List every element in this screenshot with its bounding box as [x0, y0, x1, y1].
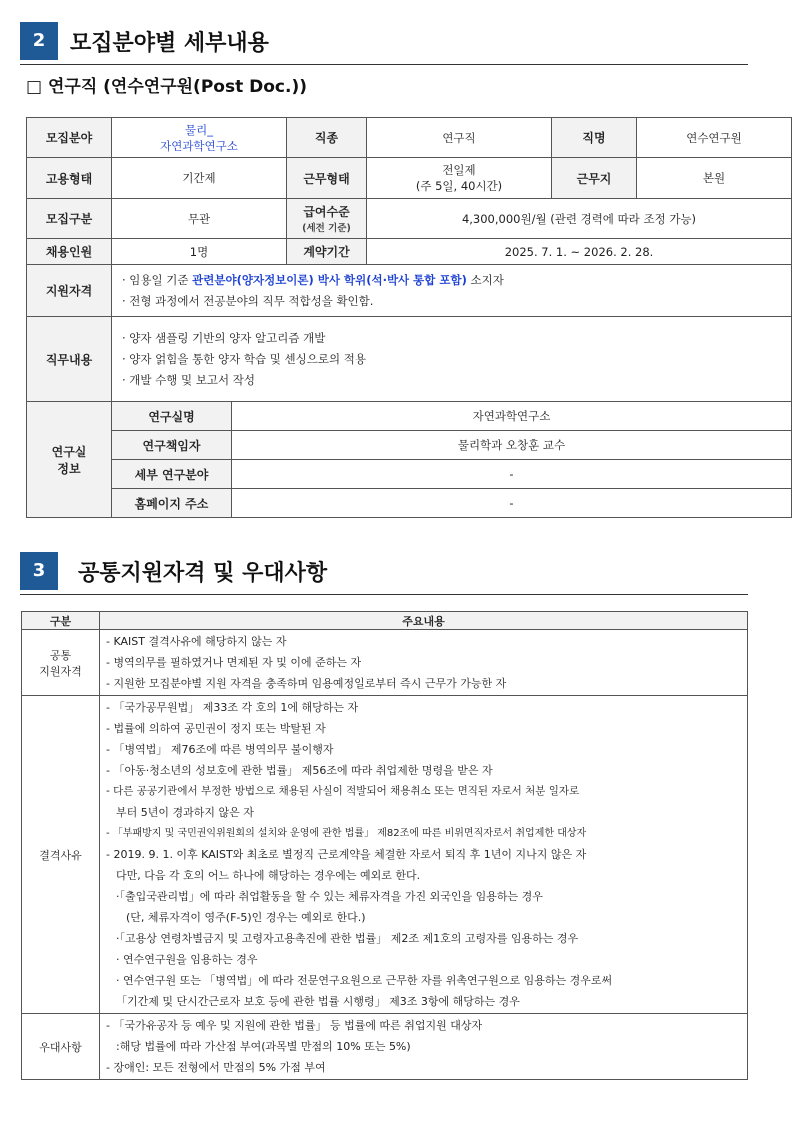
job-title-value: 연수연구원 [637, 118, 792, 158]
lab-name-value: 자연과학연구소 [232, 402, 792, 431]
table-row [27, 265, 792, 317]
list-item: - 지원한 모집분야별 지원 자격을 충족하며 임용예정일로부터 즉시 근무가 가능한 자 [106, 677, 507, 690]
list-item: ·「출입국관리법」에 따라 취업활동을 할 수 있는 체류자격을 가진 외국인을 임용하는 경우 [116, 890, 543, 903]
table-row [22, 696, 748, 1014]
list-item: 「기간제 및 단시간근로자 보호 등에 관한 법률 시행령」 제3조 3항에 해당하는 경우 [116, 995, 520, 1008]
section-2-header [20, 22, 748, 65]
list-item: 부터 5년이 경과하지 않은 자 [116, 806, 254, 819]
research-field-value: - [232, 460, 792, 489]
homepage-value: - [232, 489, 792, 518]
salary-value: 4,300,000원/월 (관련 경력에 따라 조정 가능) [367, 199, 792, 239]
section-2-title: 모집분야별 세부내용 [70, 31, 269, 56]
list-item: ·「고용상 연령차별금지 및 고령자고용촉진에 관한 법률」 제2조 제1호의 고령자를 임용하는 경우 [116, 932, 579, 945]
common-qualification-table [21, 611, 748, 1080]
preference-label: 우대사항 [22, 1014, 100, 1080]
work-form-value: 전일제 (주 5일, 40시간) [367, 158, 552, 199]
duties-label: 직무내용 [27, 317, 112, 402]
list-item: - 「병역법」 제76조에 따른 병역의무 불이행자 [106, 743, 334, 756]
table-row [27, 489, 792, 518]
lab-name-label: 연구실명 [112, 402, 232, 431]
list-item: - 2019. 9. 1. 이후 KAIST와 최초로 별정직 근로계약을 체결한 자로서 퇴직 후 1년이 지나지 않은 자 [106, 848, 587, 861]
section-2-number: 2 [20, 22, 58, 60]
headcount-value: 1명 [112, 239, 287, 265]
common-label: 공통 지원자격 [22, 630, 100, 696]
job-title-label: 직명 [552, 118, 637, 158]
list-item: · 개발 수행 및 보고서 작성 [122, 372, 256, 387]
list-item: - 다른 공공기관에서 부정한 방법으로 채용된 사실이 적발되어 채용취소 또는 면직된 자로서 처분 일자로 [106, 785, 580, 797]
recruit-field-label: 모집분야 [27, 118, 112, 158]
header-category: 구분 [22, 612, 100, 630]
section-2-subtitle: □ 연구직 (연수연구원(Post Doc.)) [26, 77, 307, 97]
table-row [27, 402, 792, 431]
table-row [27, 199, 792, 239]
list-item: - 장애인: 모든 전형에서 만점의 5% 가점 부여 [106, 1061, 326, 1074]
lab-info-label: 연구실 정보 [27, 402, 112, 518]
list-item: 다만, 다음 각 호의 어느 하나에 해당하는 경우에는 예외로 한다. [116, 869, 421, 882]
list-item: - 병역의무를 필하였거나 면제된 자 및 이에 준하는 자 [106, 656, 362, 669]
homepage-label: 홈페이지 주소 [112, 489, 232, 518]
disqualification-content [100, 696, 748, 1014]
employment-value: 기간제 [112, 158, 287, 199]
duties-value [112, 317, 792, 402]
contract-value: 2025. 7. 1. ~ 2026. 2. 28. [367, 239, 792, 265]
table-row [27, 239, 792, 265]
table-row [27, 317, 792, 402]
category-value: 무관 [112, 199, 287, 239]
pi-label: 연구책임자 [112, 431, 232, 460]
section-3-number: 3 [20, 552, 58, 590]
salary-label: 급여수준 (세전 기준) [287, 199, 367, 239]
list-item: - KAIST 결격사유에 해당하지 않는 자 [106, 635, 287, 648]
list-item: :해당 법률에 따라 가산점 부여(과목별 만점의 10% 또는 5%) [116, 1040, 411, 1053]
list-item: - 「국가유공자 등 예우 및 지원에 관한 법률」 등 법률에 따른 취업지원 대상자 [106, 1019, 483, 1032]
list-item: - 「국가공무원법」 제33조 각 호의 1에 해당하는 자 [106, 701, 359, 714]
list-item: · 양자 얽힘을 통한 양자 학습 및 센싱으로의 적용 [122, 351, 366, 366]
table-row [27, 118, 792, 158]
disqualification-label: 결격사유 [22, 696, 100, 1014]
table-row [27, 431, 792, 460]
list-item: - 「부패방지 및 국민권익위원회의 설치와 운영에 관한 법률」 제82조에 따른 비위면직자로서 취업제한 대상자 [106, 828, 587, 839]
research-field-label: 세부 연구분야 [112, 460, 232, 489]
employment-label: 고용형태 [27, 158, 112, 199]
list-item: · 양자 샘플링 기반의 양자 알고리즘 개발 [122, 330, 326, 345]
pi-value: 물리학과 오창훈 교수 [232, 431, 792, 460]
job-type-label: 직종 [287, 118, 367, 158]
contract-label: 계약기간 [287, 239, 367, 265]
workplace-label: 근무지 [552, 158, 637, 199]
qualification-value: · 임용일 기준 관련분야(양자정보이론) 박사 학위(석·박사 통합 포함) 소지자 · 전형 과정에서 전공분야의 직무 적합성을 확인함. [112, 265, 792, 317]
section-3-title: 공통지원자격 및 우대사항 [78, 561, 328, 586]
qualification-label: 지원자격 [27, 265, 112, 317]
section-3-header [20, 552, 748, 595]
header-content: 주요내용 [100, 612, 748, 630]
recruitment-detail-table [26, 117, 792, 518]
table-row [27, 158, 792, 199]
table-row [22, 630, 748, 696]
preference-content [100, 1014, 748, 1080]
table-row [27, 460, 792, 489]
table-header-row [22, 612, 748, 630]
list-item: (단, 체류자격이 영주(F-5)인 경우는 예외로 한다.) [126, 911, 366, 924]
work-form-label: 근무형태 [287, 158, 367, 199]
common-content [100, 630, 748, 696]
list-item: · 연수연구원을 임용하는 경우 [116, 953, 258, 966]
recruit-field-value: 물리_ 자연과학연구소 [112, 118, 287, 158]
workplace-value: 본원 [637, 158, 792, 199]
list-item: - 「아동·청소년의 성보호에 관한 법률」 제56조에 따라 취업제한 명령을 받은 자 [106, 764, 493, 777]
job-type-value: 연구직 [367, 118, 552, 158]
table-row [22, 1014, 748, 1080]
list-item: · 연수연구원 또는 「병역법」에 따라 전문연구요원으로 근무한 자를 위촉연구원으로 임용하는 경우로써 [116, 974, 613, 987]
list-item: - 법률에 의하여 공민권이 정지 또는 박탈된 자 [106, 722, 326, 735]
category-label: 모집구분 [27, 199, 112, 239]
headcount-label: 채용인원 [27, 239, 112, 265]
